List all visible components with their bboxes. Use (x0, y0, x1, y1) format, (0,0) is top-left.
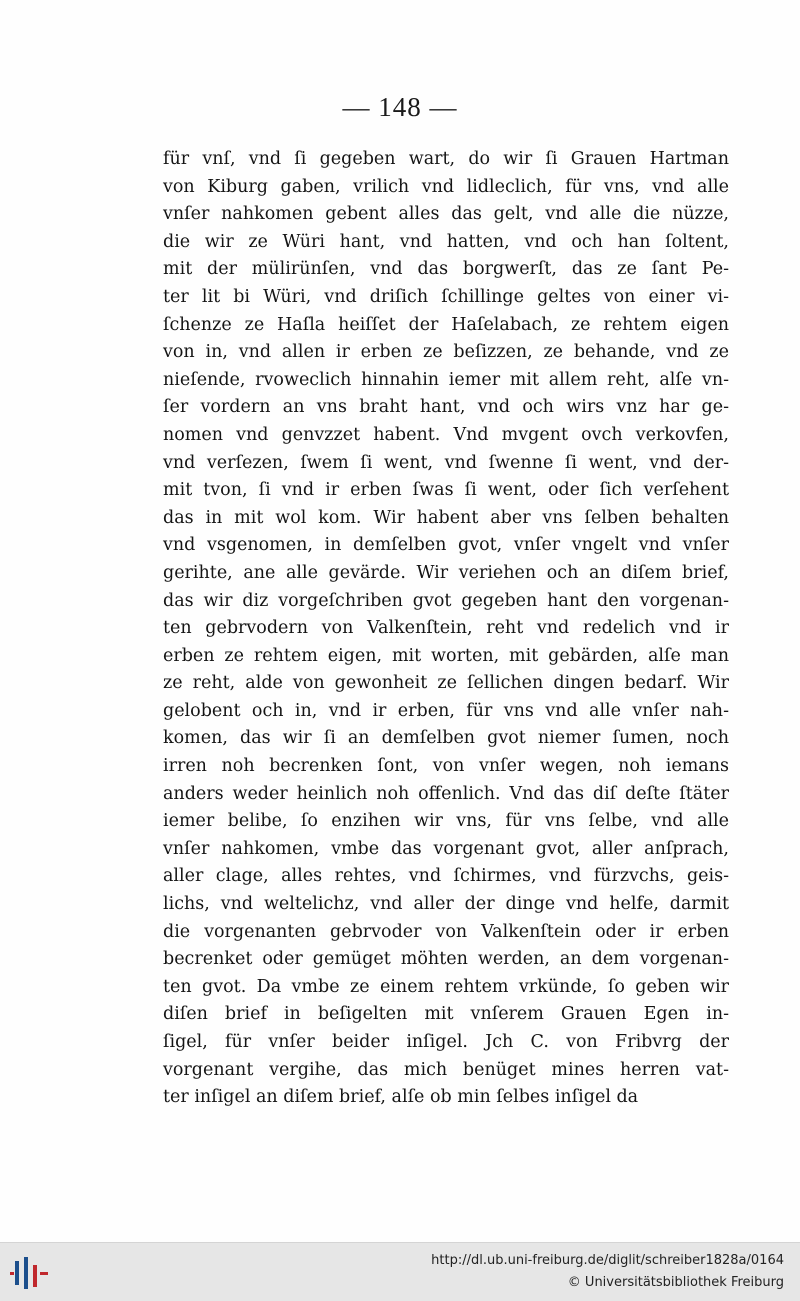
text-line: nieſende, rvoweclich hinnahin iemer mit allem reht, alſe vn- (163, 369, 729, 390)
text-line: gerihte, ane alle gevärde. Wir veriehen och an diſem brief, (163, 562, 729, 583)
text-line: diſen brief in beſigelten mit vnſerem Grauen Egen in- (163, 1004, 729, 1025)
text-line: ter lit bi Würi, vnd driſich ſchillinge geltes von einer vi- (163, 286, 729, 307)
text-line: lichs, vnd weltelichz, vnd aller der dinge vnd helfe, darmit (163, 894, 729, 915)
text-line: vnſer nahkomen gebent alles das gelt, vnd alle die nüzze, (163, 204, 729, 225)
copyright-notice: © Universitätsbibliothek Freiburg (567, 1275, 784, 1290)
text-line: vorgenant vergihe, das mich benüget mines herren vat- (163, 1059, 729, 1080)
text-line: iemer belibe, ſo enzihen wir vns, für vns ſelbe, vnd alle (163, 811, 729, 832)
text-line: mit der mülirünſen, vnd das borgwerſt, das ze ſant Pe- (163, 259, 729, 280)
text-line: gelobent och in, vnd ir erben, für vns vnd alle vnſer nah- (163, 700, 729, 721)
text-line: ſer vordern an vns braht hant, vnd och wirs vnz har ge- (163, 397, 729, 418)
text-line: das wir diz vorgeſchriben gvot gegeben hant den vorgenan- (163, 590, 729, 611)
text-line: anders weder heinlich noh offenlich. Vnd das diſ deſte ſtäter (163, 783, 729, 804)
text-line: aller clage, alles rehtes, vnd ſchirmes, vnd fürzvchs, geis- (163, 866, 729, 887)
text-line: die vorgenanten gebrvoder von Valkenſtein oder ir erben (163, 921, 729, 942)
source-url-link[interactable]: http://dl.ub.uni-freiburg.de/diglit/schreiber1828a/0164 (431, 1253, 784, 1268)
text-line: ten gebrvodern von Valkenſtein, reht vnd redelich vnd ir (163, 618, 729, 639)
text-line: vnſer nahkomen, vmbe das vorgenant gvot, aller anſprach, (163, 838, 729, 859)
text-line: irren noh becrenken ſont, von vnſer wegen, noh iemans (163, 756, 729, 777)
text-line: vnd verſezen, ſwem ſi went, vnd ſwenne ſi went, vnd der- (163, 452, 729, 473)
text-line: ze reht, alde von gewonheit ze ſellichen dingen bedarf. Wir (163, 673, 729, 694)
text-line: vnd vsgenomen, in demſelben gvot, vnſer vngelt vnd vnſer (163, 535, 729, 556)
footer-bar (0, 1242, 800, 1301)
text-line: von Kiburg gaben, vrilich vnd lidleclich, für vns, vnd alle (163, 176, 729, 197)
text-line: komen, das wir ſi an demſelben gvot niemer ſumen, noch (163, 728, 729, 749)
text-line: für vnſ, vnd ſi gegeben wart, do wir ſi Grauen Hartman (163, 149, 729, 169)
text-line: die wir ze Würi hant, vnd hatten, vnd och han ſoltent, (163, 231, 729, 252)
text-line: ten gvot. Da vmbe ze einem rehtem vrkünde, ſo geben wir (163, 976, 729, 997)
body-text (163, 146, 729, 1112)
text-line: ter inſigel an diſem brief, alſe ob min ſelbes inſigel da (163, 1087, 639, 1108)
text-line: becrenket oder gemüget möhten werden, an dem vorgenan- (163, 949, 729, 970)
text-line: mit tvon, ſi vnd ir erben ſwas ſi went, oder ſich verſehent (163, 480, 729, 501)
text-line: erben ze rehtem eigen, mit worten, mit gebärden, alſe man (163, 645, 729, 666)
text-line: von in, vnd allen ir erben ze beſizzen, ze behande, vnd ze (163, 342, 729, 363)
page-number: — 148 — (342, 92, 458, 122)
text-line: das in mit wol kom. Wir habent aber vns ſelben behalten (163, 507, 729, 528)
ub-freiburg-logo-icon[interactable] (10, 1255, 50, 1291)
text-line: nomen vnd genvzzet habent. Vnd mvgent ovch verkovfen, (163, 424, 729, 445)
text-line: ſchenze ze Haſla heiſſet der Haſelabach, ze rehtem eigen (163, 314, 729, 335)
text-line: ſigel, für vnſer beider inſigel. Jch C. von Fribvrg der (163, 1032, 729, 1052)
